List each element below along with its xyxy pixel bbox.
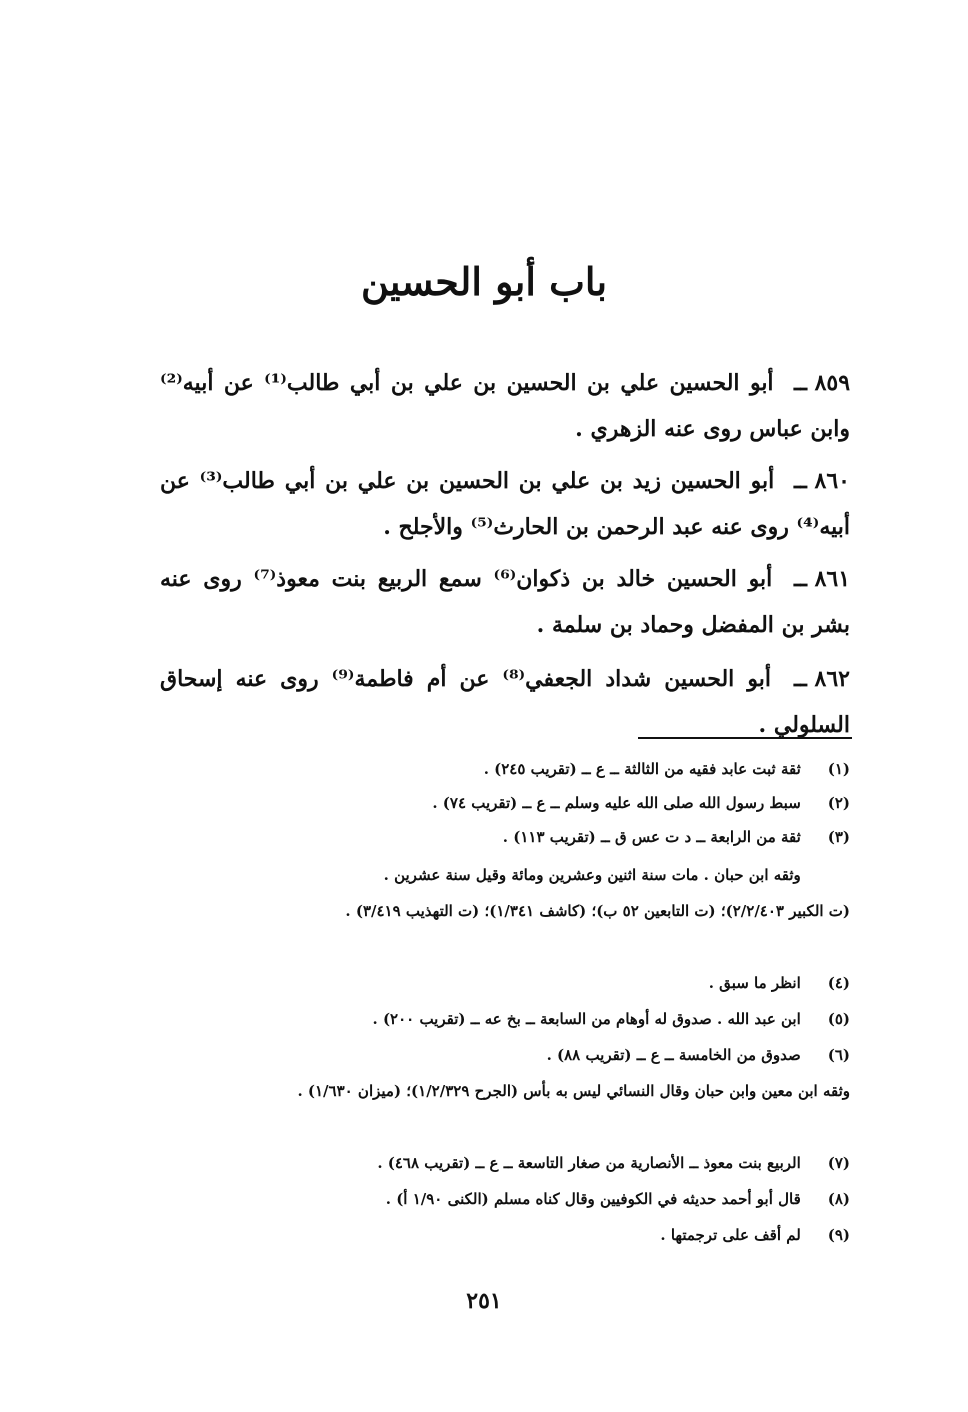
footnote-text: ثقة من الرابعة ــ د ت عس ق ــ (تقريب ١١٣) . [502, 828, 801, 846]
footnote-text: وثقه ابن حبان . مات سنة اثنين وعشرين ومائة وقيل سنة عشرين . [383, 866, 801, 884]
footnote-number: (٦) [827, 1046, 850, 1064]
footnote-4 [160, 966, 850, 1000]
footnote-text: سبط رسول الله صلى الله عليه وسلم ــ ع ــ (تقريب ٧٤) . [432, 794, 801, 812]
entry-text: أبو الحسين زيد بن علي بن الحسين بن علي بن أبي طالب⁽³⁾ عن أبيه⁽⁴⁾ روى عنه عبد الرحمن بن الحارث⁽⁵⁾ والأجلح . [160, 468, 850, 540]
entry-862 [160, 656, 850, 748]
entry-text: أبو الحسين خالد بن ذكوان⁽⁶⁾ سمع الربيع بنت معوذ⁽⁷⁾ روى عنه بشر بن المفضل وحماد بن سلمة . [160, 566, 850, 638]
footnote-1 [160, 752, 850, 786]
footnote-3-note [160, 858, 850, 892]
entry-text: أبو الحسين علي بن الحسين بن علي بن أبي طالب⁽¹⁾ عن أبيه⁽²⁾ وابن عباس روى عنه الزهري . [160, 370, 850, 442]
footnote-number: (٣) [827, 828, 850, 846]
entry-number: ٨٥٩ ــ [794, 370, 851, 396]
footnote-3-references: (ت الكبير ٢/٢/٤٠٣)؛ (ت التابعين ٥٢ ب)؛ (كاشف ١/٣٤١)؛ (ت التهذيب ٣/٤١٩) . [345, 902, 850, 920]
chapter-heading: باب أبو الحسين [360, 259, 608, 304]
footnote-number: (٨) [827, 1190, 850, 1208]
footnote-2 [160, 786, 850, 820]
footnote-5 [160, 1002, 850, 1036]
footnote-text: انظر ما سبق . [708, 974, 801, 992]
footnote-text: الربيع بنت معوذ ــ الأنصارية من صغار التاسعة ــ ع ــ (تقريب ٤٦٨) . [377, 1154, 801, 1172]
entry-number: ٨٦٢ ــ [793, 666, 850, 692]
footnote-number: (٧) [827, 1154, 850, 1172]
footnote-number: (٤) [827, 974, 850, 992]
footnote-9 [160, 1218, 850, 1252]
footnote-text: لم أقف على ترجمتها . [660, 1226, 801, 1244]
footnote-text: قال أبو أحمد حديثه في الكوفيين وقال كناه مسلم (الكنى ١/٩٠ أ) . [385, 1190, 801, 1208]
entry-860 [160, 458, 850, 550]
footnote-7 [160, 1146, 850, 1180]
footnote-8 [160, 1182, 850, 1216]
footnote-text: صدوق من الخامسة ــ ع ــ (تقريب ٨٨) . [546, 1046, 801, 1064]
footnote-number: (١) [827, 760, 850, 778]
entry-number: ٨٦٠ ــ [793, 468, 850, 494]
footnote-text: ثقة ثبت عابد فقيه من الثالثة ــ ع ــ (تقريب ٢٤٥) . [483, 760, 801, 778]
footnote-number: (٢) [827, 794, 850, 812]
footnote-text: ابن عبد الله . صدوق له أوهام من السابعة ــ بخ عه ــ (تقريب ٢٠٠) . [372, 1010, 801, 1028]
footnote-6 [160, 1038, 850, 1072]
page-number: ٢٥١ [466, 1288, 502, 1314]
entry-859 [160, 360, 850, 452]
footnote-6-note: وثقه ابن معين وابن حبان وقال النسائي ليس به بأس (الجرح ١/٢/٣٢٩)؛ (ميزان ١/٦٣٠) . [297, 1082, 850, 1100]
footnote-3 [160, 820, 850, 854]
entry-number: ٨٦١ ــ [794, 566, 851, 592]
footnote-number: (٥) [827, 1010, 850, 1028]
footnote-divider [638, 737, 852, 739]
footnote-number: (٩) [827, 1226, 850, 1244]
entry-861 [160, 556, 850, 648]
entry-text: أبو الحسين شداد الجعفي⁽⁸⁾ عن أم فاطمة⁽⁹⁾ روى عنه إسحاق السلولي . [160, 666, 850, 738]
